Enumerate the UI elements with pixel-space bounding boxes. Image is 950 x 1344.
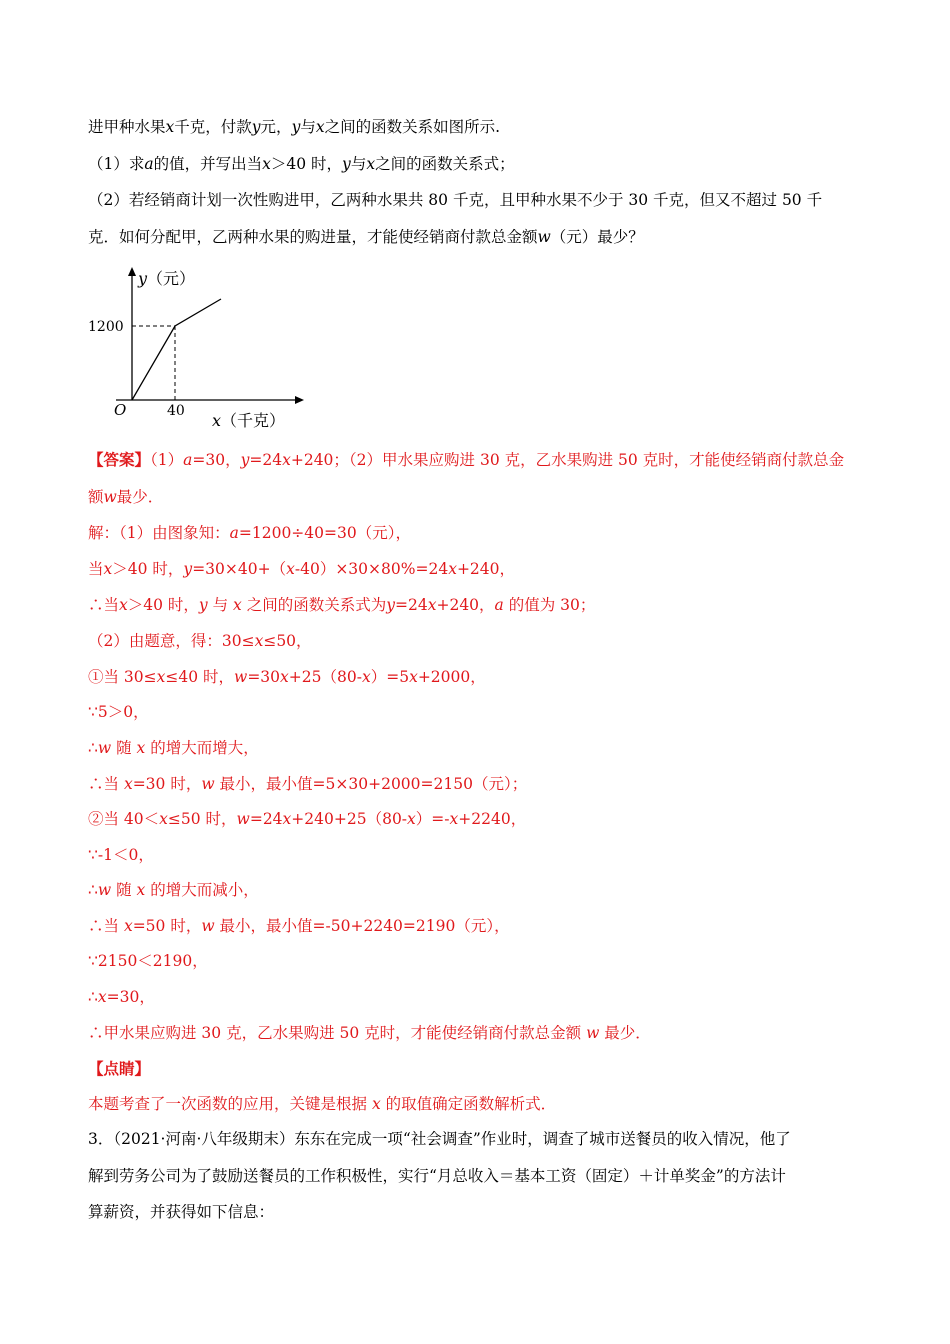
solution-step-9: ②当 40＜x≤50 时，w=24x+240+25（80-x）=-x+2240， [88, 810, 527, 828]
y-tick-label: 1200 [88, 319, 124, 335]
solution-step-3: ∴当x＞40 时，y 与 x 之间的函数关系式为y=24x+240，a 的值为 30； [88, 596, 596, 614]
function-line [132, 299, 221, 400]
answer-line-2: 额w最少． [88, 488, 164, 506]
x-axis-arrow [295, 396, 304, 404]
solution-step-4: （2）由题意，得：30≤x≤50， [88, 632, 312, 650]
question-part-2-line-2: 克．如何分配甲，乙两种水果的购进量，才能使经销商付款总金额w（元）最少？ [88, 228, 644, 246]
next-question-line-3: 算薪资，并获得如下信息： [88, 1203, 275, 1221]
y-axis-arrow [128, 267, 136, 276]
question-line-1: 进甲种水果x千克，付款y元，y与x之间的函数关系如图所示. [88, 118, 501, 136]
solution-step-14: ∴x=30， [88, 988, 155, 1006]
solution-step-5: ①当 30≤x≤40 时，w=30x+25（80-x）=5x+2000， [88, 668, 486, 686]
question-part-2-line-1: （2）若经销商计划一次性购进甲，乙两种水果共 80 千克，且甲种水果不少于 30 千克，但又不超过 50 千 [88, 191, 823, 209]
solution-step-6: ∵5＞0， [88, 703, 149, 721]
solution-step-8: ∴当 x=30 时，w 最小，最小值=5×30+2000=2150（元）； [88, 775, 528, 793]
x-axis-label: x（千克） [212, 411, 286, 430]
origin-label: O [114, 401, 127, 419]
solution-step-10: ∵-1＜0， [88, 846, 154, 864]
function-graph [86, 262, 316, 434]
comment-tag: 【点睛】 [88, 1059, 151, 1078]
solution-step-1: 解：（1）由图象知：a=1200÷40=30（元）， [88, 524, 411, 542]
solution-step-13: ∵2150＜2190， [88, 952, 208, 970]
answer-tag: 【答案】 [88, 450, 151, 469]
answer-line-1: 【答案】（1）a=30，y=24x+240；（2）甲水果应购进 30 克，乙水果购进 50 克时，才能使经销商付款总金 [88, 450, 845, 469]
solution-step-12: ∴当 x=50 时，w 最小，最小值=-50+2240=2190（元）， [88, 917, 510, 935]
next-question-line-2: 解到劳务公司为了鼓励送餐员的工作积极性，实行“月总收入＝基本工资（固定）＋计单奖金”的方法计 [88, 1167, 786, 1185]
solution-step-11: ∴w 随 x 的增大而减小， [88, 881, 259, 899]
solution-step-2: 当x＞40 时，y=30×40+（x-40）×30×80%=24x+240， [88, 560, 516, 578]
solution-step-7: ∴w 随 x 的增大而增大， [88, 739, 259, 757]
solution-conclusion: ∴甲水果应购进 30 克，乙水果购进 50 克时，才能使经销商付款总金额 w 最少． [88, 1024, 651, 1042]
question-part-1: （1）求a的值，并写出当x＞40 时，y与x之间的函数关系式； [88, 155, 515, 173]
y-axis-label: y（元） [138, 269, 196, 288]
comment-text: 本题考查了一次函数的应用，关键是根据 x 的取值确定函数解析式． [88, 1095, 557, 1113]
next-question-line-1: 3．（2021·河南·八年级期末）东东在完成一项“社会调查”作业时，调查了城市送餐员的收入情况，他了 [88, 1130, 791, 1148]
x-tick-label: 40 [167, 403, 185, 419]
